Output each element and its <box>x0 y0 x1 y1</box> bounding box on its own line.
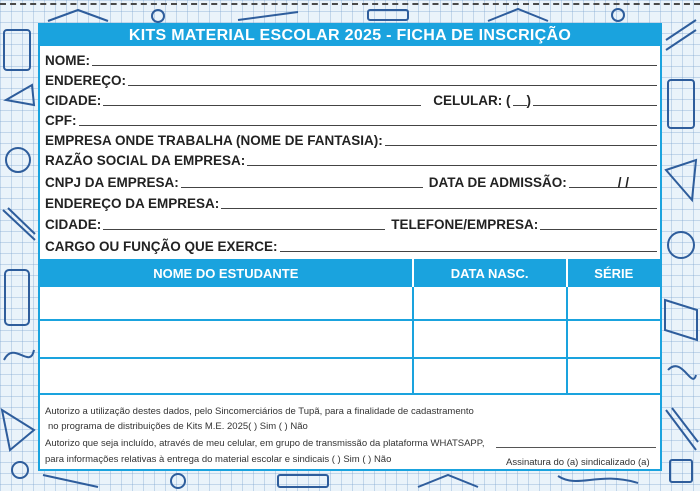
input-line-razao-social[interactable] <box>247 164 657 166</box>
cell-data-nasc[interactable] <box>414 359 568 393</box>
label-razao-social: RAZÃO SOCIAL DA EMPRESA: <box>45 153 246 168</box>
input-line-cargo[interactable] <box>280 250 657 252</box>
label-cnpj: CNPJ DA EMPRESA: <box>45 175 179 190</box>
school-doodles-left <box>0 10 38 491</box>
label-empresa: EMPRESA ONDE TRABALHA (NOME DE FANTASIA): <box>45 133 383 148</box>
field-nome[interactable] <box>45 49 657 69</box>
input-line-data-admissao[interactable] <box>569 186 657 188</box>
input-line-endereco-empresa[interactable] <box>221 207 657 209</box>
header-data-nasc: DATA NASC. <box>414 259 568 287</box>
table-row <box>40 359 660 395</box>
field-cpf[interactable] <box>45 109 657 129</box>
input-line-celular[interactable] <box>533 104 657 106</box>
header-nome-estudante: NOME DO ESTUDANTE <box>40 259 414 287</box>
cell-serie[interactable] <box>568 287 660 319</box>
label-cidade-empresa: CIDADE: <box>45 217 102 232</box>
consent-text-2[interactable]: no programa de distribuições de Kits M.E. 2025( ) Sim ( ) Não <box>48 421 308 432</box>
cell-data-nasc[interactable] <box>414 321 568 357</box>
consent-text-3: Autorizo que seja incluído, através de meu celular, em grupo de transmissão da plataforma WHATSAPP, <box>45 438 485 449</box>
consent-text-4[interactable]: para informações relativas à entrega do material escolar e sindicais ( ) Sim ( ) Não <box>45 454 392 465</box>
input-line-cidade[interactable] <box>103 104 421 106</box>
student-table <box>40 259 660 395</box>
cell-nome-estudante[interactable] <box>40 359 414 393</box>
label-telefone-empresa: TELEFONE/EMPRESA: <box>391 217 539 232</box>
cell-data-nasc[interactable] <box>414 287 568 319</box>
input-line-empresa[interactable] <box>385 144 657 146</box>
field-razao-social[interactable] <box>45 149 657 169</box>
cell-serie[interactable] <box>568 359 660 393</box>
form-title: KITS MATERIAL ESCOLAR 2025 - FICHA DE INSCRIÇÃO <box>40 25 660 46</box>
school-doodles-bottom <box>38 471 662 491</box>
field-cidade-telefone[interactable] <box>45 213 657 233</box>
input-line-cidade-empresa[interactable] <box>103 228 385 230</box>
input-line-celular-ddd[interactable] <box>513 104 527 106</box>
input-line-nome[interactable] <box>92 64 657 66</box>
cell-serie[interactable] <box>568 321 660 357</box>
field-cargo[interactable] <box>45 235 657 255</box>
consent-text-1: Autorizo a utilização destes dados, pelo Sincomerciários de Tupã, para a finalidade de cadastramento <box>45 406 474 417</box>
label-endereco: ENDEREÇO: <box>45 73 127 88</box>
table-row <box>40 287 660 321</box>
signature-label: Assinatura do (a) sindicalizado (a) <box>506 457 650 468</box>
field-endereco[interactable] <box>45 69 657 89</box>
input-line-cnpj[interactable] <box>181 186 423 188</box>
signature-line[interactable] <box>496 447 656 448</box>
label-cpf: CPF: <box>45 113 77 128</box>
field-cnpj-admissao[interactable] <box>45 171 657 191</box>
label-celular: CELULAR: ( <box>433 93 511 108</box>
label-cargo: CARGO OU FUNÇÃO QUE EXERCE: <box>45 239 278 254</box>
label-cidade: CIDADE: <box>45 93 102 108</box>
student-table-header <box>40 259 660 287</box>
school-doodles-right <box>662 10 700 491</box>
registration-form <box>38 23 662 471</box>
input-line-telefone-empresa[interactable] <box>540 228 657 230</box>
input-line-cpf[interactable] <box>79 124 658 126</box>
label-data-admissao: DATA DE ADMISSÃO: <box>428 175 567 190</box>
cell-nome-estudante[interactable] <box>40 287 414 319</box>
cell-nome-estudante[interactable] <box>40 321 414 357</box>
label-celular-close: ) <box>526 93 531 108</box>
input-line-endereco[interactable] <box>128 84 657 86</box>
date-separators: / / <box>617 175 629 190</box>
header-serie: SÉRIE <box>594 265 634 281</box>
label-nome: NOME: <box>45 53 90 68</box>
school-doodles-top <box>38 6 662 23</box>
cut-line-top <box>0 3 700 5</box>
field-empresa[interactable] <box>45 129 657 149</box>
table-row <box>40 321 660 359</box>
field-endereco-empresa[interactable] <box>45 192 657 212</box>
label-endereco-empresa: ENDEREÇO DA EMPRESA: <box>45 196 220 211</box>
field-cidade-celular[interactable] <box>45 89 657 109</box>
